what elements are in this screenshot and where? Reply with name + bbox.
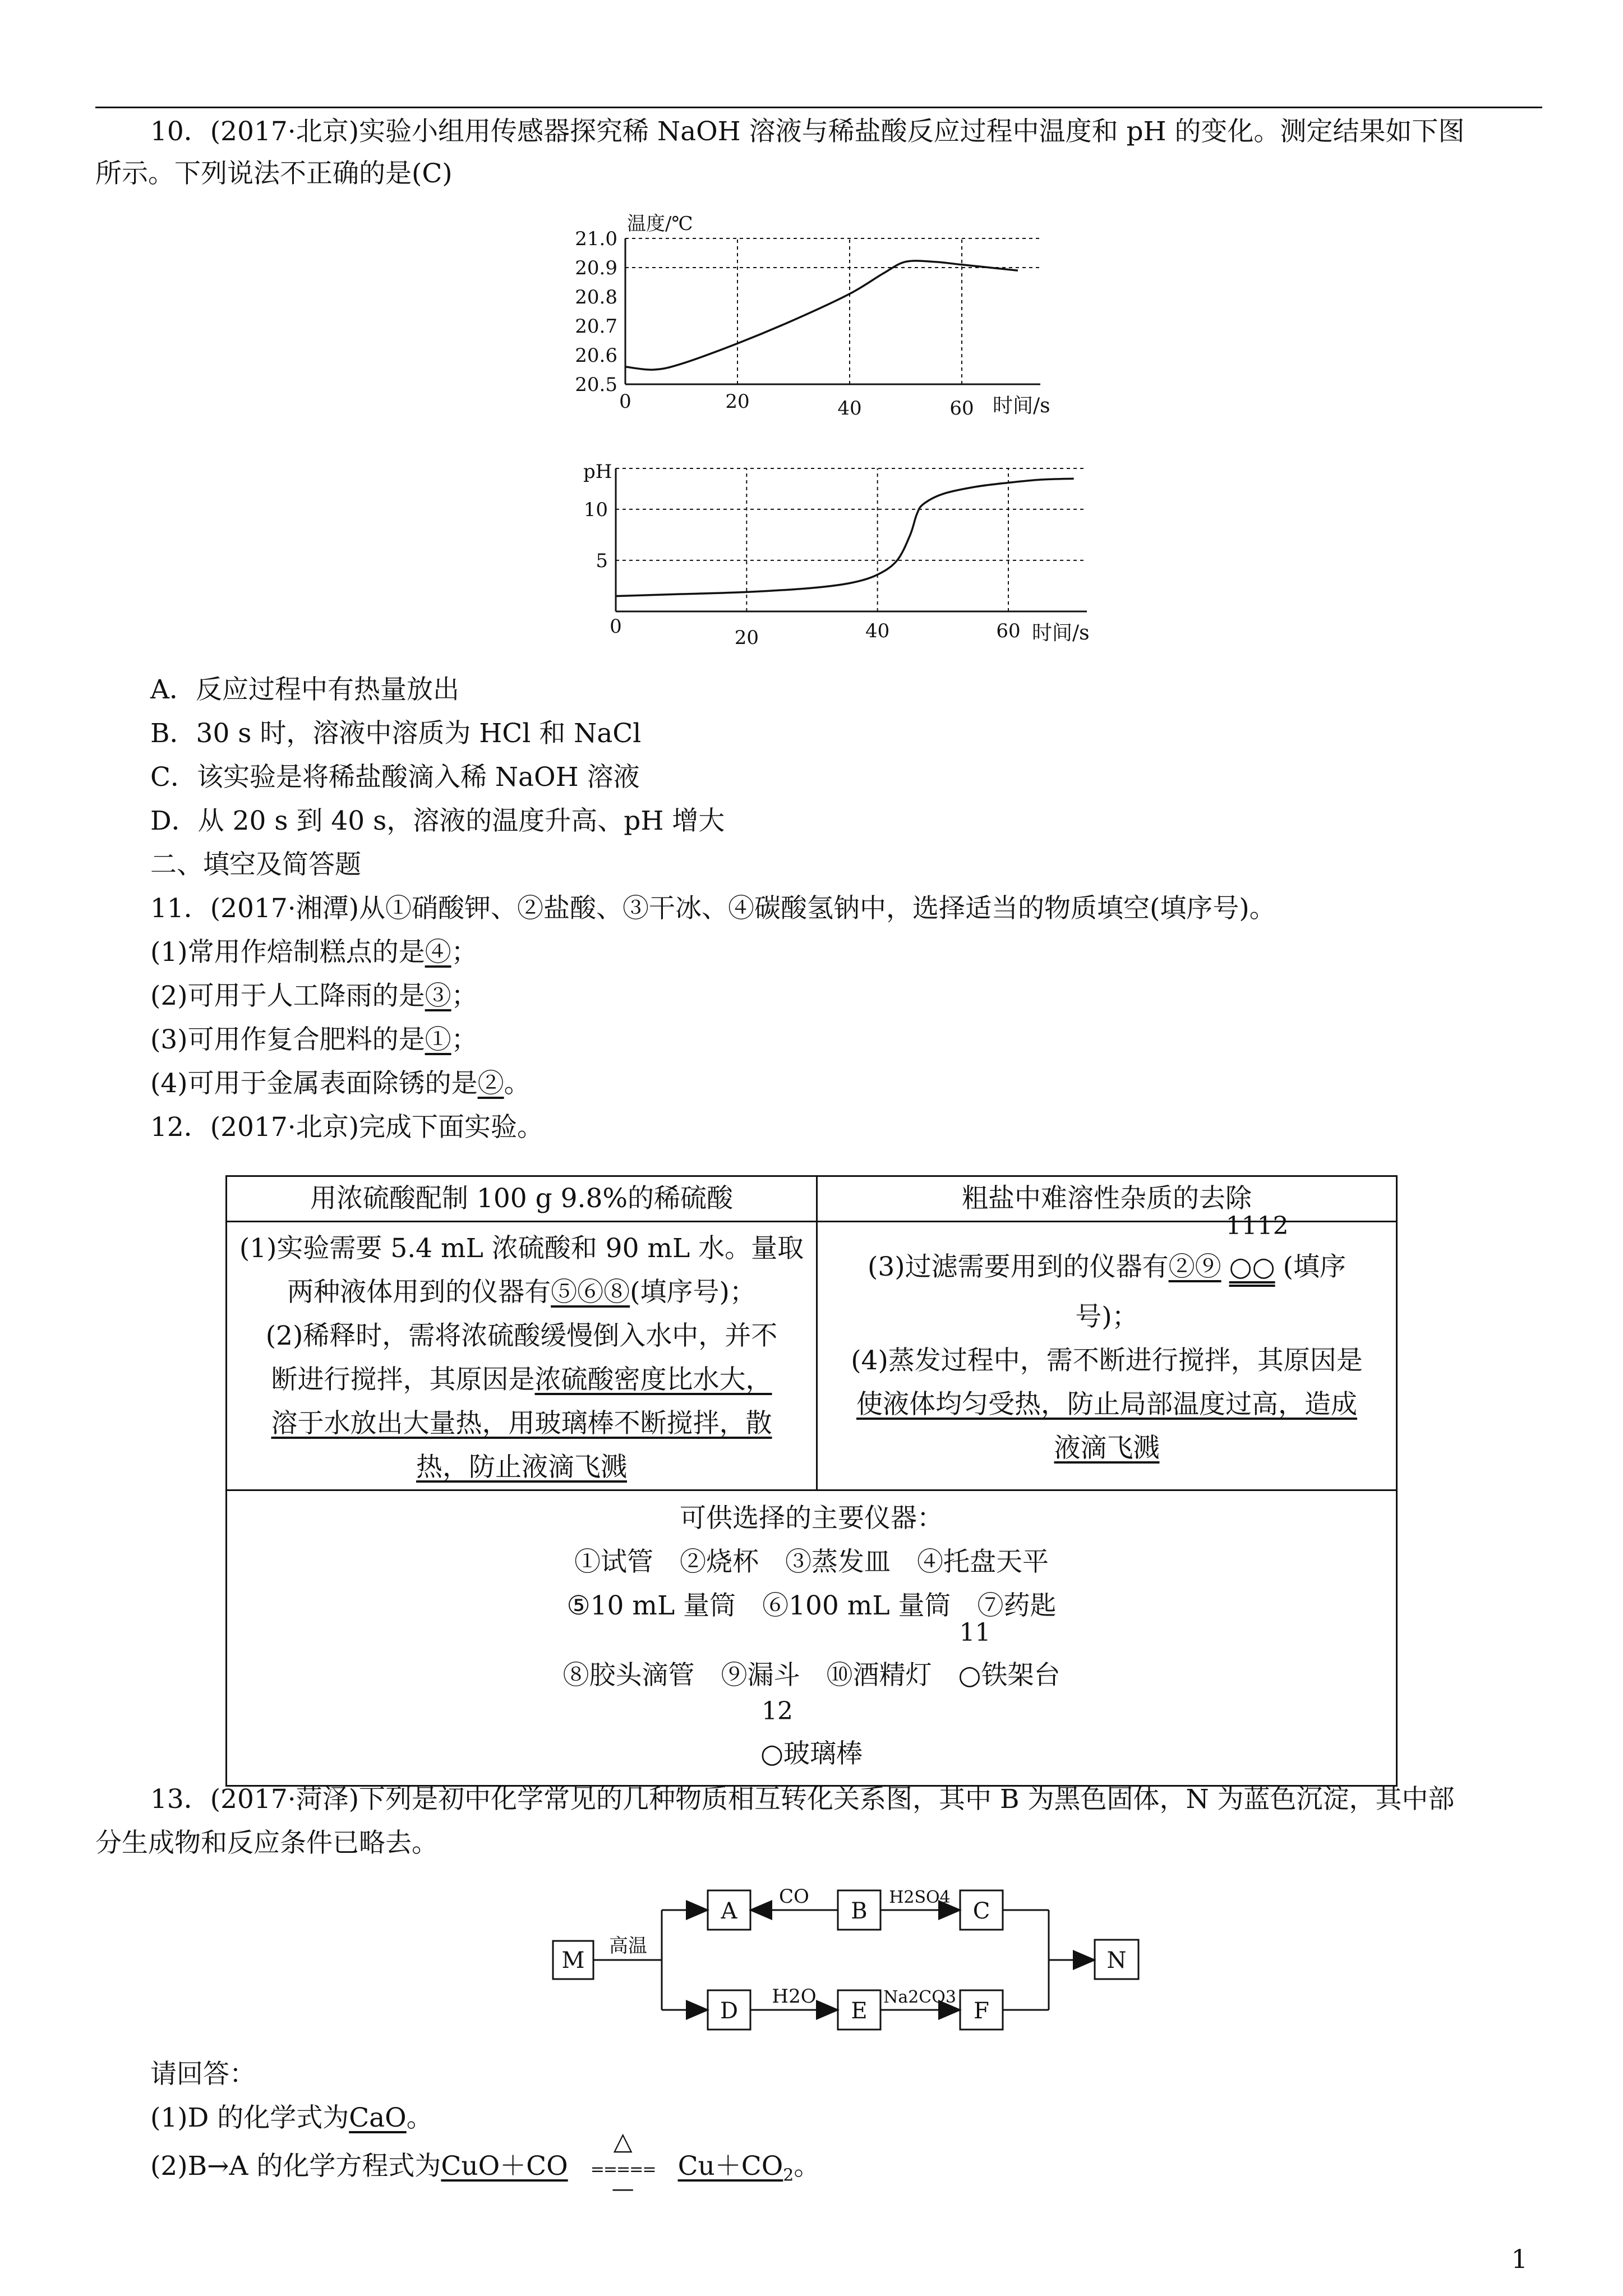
circled-12-sup: 12 xyxy=(761,1697,793,1726)
page-number: 1 xyxy=(1511,2244,1528,2274)
q13-answer-2-lhs: CuO＋CO xyxy=(441,2151,568,2182)
temp-xtick-20: 20 xyxy=(725,390,750,413)
q11-item-1 xyxy=(150,936,478,969)
instrument-row-4 xyxy=(237,1697,1386,1785)
temp-ytick-20.9: 20.9 xyxy=(575,257,617,279)
q12-stem: 12．(2017·北京)完成下面实验。 xyxy=(150,1112,544,1143)
right-line-1-text: (3)过滤需要用到的仪器有 xyxy=(868,1251,1169,1282)
ph-ytick-5: 5 xyxy=(596,549,608,572)
circled-12-glass-rod xyxy=(760,1697,793,1785)
q13-answer-1 xyxy=(150,2101,433,2135)
heating-equals-sign xyxy=(581,2127,665,2202)
circled-11-sup: 11 xyxy=(959,1618,991,1647)
label-na2co3: Na2CO3 xyxy=(883,1987,956,2007)
q11-stem: 11．(2017·湘潭)从①硝酸钾、②盐酸、③干冰、④碳酸氢钠中，选择适当的物质填空(填序号)。 xyxy=(150,893,1276,924)
right-line-5-answer: 液滴飞溅 xyxy=(1054,1433,1160,1464)
instrument-title: 可供选择的主要仪器： xyxy=(680,1503,943,1534)
experiment-table xyxy=(225,1175,1398,1787)
label-h2o: H2O xyxy=(772,1985,817,2008)
q13-answer-1-text: (1)D 的化学式为 xyxy=(150,2102,349,2133)
temp-ylabel: 温度/℃ xyxy=(627,213,693,235)
ph-xtick-40: 40 xyxy=(865,620,890,642)
q11-item-1-punct: ； xyxy=(451,937,478,968)
node-a: A xyxy=(721,1898,737,1924)
left-line-4-text: 断进行搅拌，其原因是 xyxy=(271,1364,535,1395)
node-b: B xyxy=(851,1898,868,1924)
q13-answer-2-text: (2)B→A 的化学方程式为 xyxy=(150,2151,441,2182)
q13-answer-2-post: 。 xyxy=(794,2151,820,2182)
q11-item-3-punct: ； xyxy=(451,1024,478,1055)
node-d: D xyxy=(720,1998,739,2024)
section-heading: 二、填空及简答题 xyxy=(150,849,361,880)
temp-ytick-21.0: 21.0 xyxy=(575,228,617,250)
q10-stem-line2: 所示。下列说法不正确的是(C) xyxy=(95,158,453,189)
q11-item-1-text: (1)常用作焙制糕点的是 xyxy=(150,937,425,968)
left-line-2-post: (填序号)； xyxy=(630,1277,756,1308)
right-line-1 xyxy=(828,1212,1386,1295)
table-header-left: 用浓硫酸配制 100 g 9.8%的稀硫酸 xyxy=(227,1176,817,1222)
temperature-chart xyxy=(561,208,1122,421)
ph-xtick-0: 0 xyxy=(610,615,622,638)
conversion-diagram xyxy=(544,1874,1150,2042)
left-line-6-answer: 热，防止液滴飞溅 xyxy=(416,1452,627,1483)
circled-11-mark: ○ xyxy=(958,1660,981,1691)
q10-option-a: A．反应过程中有热量放出 xyxy=(150,674,459,705)
label-co: CO xyxy=(779,1885,809,1908)
q13-stem-line1: 13．(2017·菏泽)下列是初中化学常见的几种物质相互转化关系图，其中 B 为黑色固体，N 为蓝色沉淀，其中部 xyxy=(150,1784,1455,1815)
left-line-4-answer: 浓硫酸密度比水大， xyxy=(534,1364,772,1395)
instrument-row-3 xyxy=(237,1618,1386,1706)
table-cell-left xyxy=(227,1222,817,1490)
node-c: C xyxy=(972,1898,990,1924)
ph-ylabel: pH xyxy=(583,461,612,483)
ph-xlabel: 时间/s xyxy=(1032,622,1090,645)
q10-option-d: D．从 20 s 到 40 s，溶液的温度升高、pH 增大 xyxy=(150,806,725,836)
iron-stand-label: 铁架台 xyxy=(981,1660,1061,1691)
right-line-3: (4)蒸发过程中，需不断进行搅拌，其原因是 xyxy=(851,1345,1363,1376)
q13-stem-line2: 分生成物和反应条件已略去。 xyxy=(95,1828,438,1858)
temp-xlabel: 时间/s xyxy=(993,394,1050,417)
node-e: E xyxy=(851,1998,868,2024)
q13-answer-1-value: CaO xyxy=(349,2102,407,2133)
q10-stem-line1: 10．(2017·北京)实验小组用传感器探究稀 NaOH 溶液与稀盐酸反应过程中温度和 pH 的变化。测定结果如下图 xyxy=(150,116,1465,147)
temp-ytick-20.7: 20.7 xyxy=(575,315,617,338)
node-m: M xyxy=(561,1948,585,1973)
q13-answer-2 xyxy=(150,2127,820,2202)
q11-item-4-text: (4)可用于金属表面除锈的是 xyxy=(150,1068,478,1099)
node-n: N xyxy=(1106,1948,1127,1973)
table-header-right: 粗盐中难溶性杂质的去除 xyxy=(817,1176,1397,1222)
q11-item-2-text: (2)可用于人工降雨的是 xyxy=(150,981,425,1011)
q13-answer-1-post: 。 xyxy=(406,2102,433,2133)
q13-answer-2-rhs xyxy=(677,2151,794,2185)
q10-option-b: B．30 s 时，溶液中溶质为 HCl 和 NaCl xyxy=(150,718,642,749)
circled-numbers-sup: 1112 xyxy=(1225,1212,1289,1240)
q10-option-c: C．该实验是将稀盐酸滴入稀 NaOH 溶液 xyxy=(150,762,640,793)
q11-item-3 xyxy=(150,1023,478,1057)
temp-ytick-20.8: 20.8 xyxy=(575,286,617,309)
q11-item-2-answer: ③ xyxy=(425,981,451,1011)
ph-ytick-10: 10 xyxy=(583,498,608,521)
right-line-1-answer: ②⑨ xyxy=(1168,1251,1221,1282)
left-line-1: (1)实验需要 5.4 mL 浓硫酸和 90 mL 水。量取 xyxy=(239,1233,804,1264)
label-h2so4: H2SO4 xyxy=(889,1888,951,1907)
left-line-2-answer: ⑤⑥⑧ xyxy=(551,1277,630,1308)
instrument-row-2: ⑤10 mL 量筒 ⑥100 mL 量筒 ⑦药匙 xyxy=(566,1590,1057,1621)
heat-triangle: △ xyxy=(613,2127,633,2156)
q11-item-2-punct: ； xyxy=(451,981,478,1011)
right-line-4-answer: 使液体均匀受热，防止局部温度过高，造成 xyxy=(856,1389,1357,1420)
circled-11-iron-stand xyxy=(958,1618,991,1706)
node-f: F xyxy=(974,1998,989,2024)
right-line-1-circled-11-12 xyxy=(1221,1212,1289,1295)
table-cell-right xyxy=(817,1212,1397,1490)
q11-item-4 xyxy=(150,1067,531,1101)
top-rule xyxy=(95,107,1542,108)
ph-xtick-60: 60 xyxy=(996,620,1021,642)
circled-marks: ○○ xyxy=(1229,1251,1275,1282)
left-line-4 xyxy=(237,1358,806,1402)
temp-series-line xyxy=(625,261,1018,370)
equals-bars: ===== xyxy=(590,2160,656,2179)
q11-item-1-answer: ④ xyxy=(425,937,451,968)
q13-answer-2-subscript: 2 xyxy=(783,2165,794,2185)
equals-dash: — xyxy=(611,2176,634,2202)
q11-item-4-answer: ② xyxy=(477,1068,504,1099)
instrument-row-3-text: ⑧胶头滴管 ⑨漏斗 ⑩酒精灯 xyxy=(562,1660,932,1691)
q11-item-2 xyxy=(150,979,478,1013)
instrument-list-cell xyxy=(227,1490,1397,1786)
instrument-row-1: ①试管 ②烧杯 ③蒸发皿 ④托盘天平 xyxy=(574,1547,1049,1577)
left-line-2 xyxy=(237,1271,806,1314)
left-line-5-answer: 溶于水放出大量热，用玻璃棒不断搅拌，散 xyxy=(271,1408,772,1439)
temp-xtick-60: 60 xyxy=(949,397,974,420)
q13-answer-2-rhs-text: Cu＋CO xyxy=(677,2151,783,2182)
temp-ytick-20.6: 20.6 xyxy=(575,344,617,367)
temp-xtick-0: 0 xyxy=(619,390,631,413)
ph-series-line xyxy=(616,478,1074,596)
temp-xtick-40: 40 xyxy=(837,397,862,420)
q11-item-3-answer: ① xyxy=(425,1024,451,1055)
temp-ytick-20.5: 20.5 xyxy=(575,374,617,396)
right-line-1-post: (填序 xyxy=(1283,1251,1346,1282)
ph-chart xyxy=(561,454,1122,656)
left-line-3: (2)稀释时，需将浓硫酸缓慢倒入水中，并不 xyxy=(265,1320,778,1351)
q11-item-4-punct: 。 xyxy=(504,1068,531,1099)
q11-item-3-text: (3)可用作复合肥料的是 xyxy=(150,1024,425,1055)
right-line-2: 号)； xyxy=(1075,1301,1138,1332)
circled-12-mark: ○ xyxy=(760,1738,783,1769)
q13-prompt: 请回答： xyxy=(150,2059,256,2090)
glass-rod-label: 玻璃棒 xyxy=(783,1738,863,1769)
left-line-2-text: 两种液体用到的仪器有 xyxy=(287,1277,551,1308)
label-high-temp: 高温 xyxy=(609,1935,647,1957)
ph-xtick-20: 20 xyxy=(734,627,759,649)
